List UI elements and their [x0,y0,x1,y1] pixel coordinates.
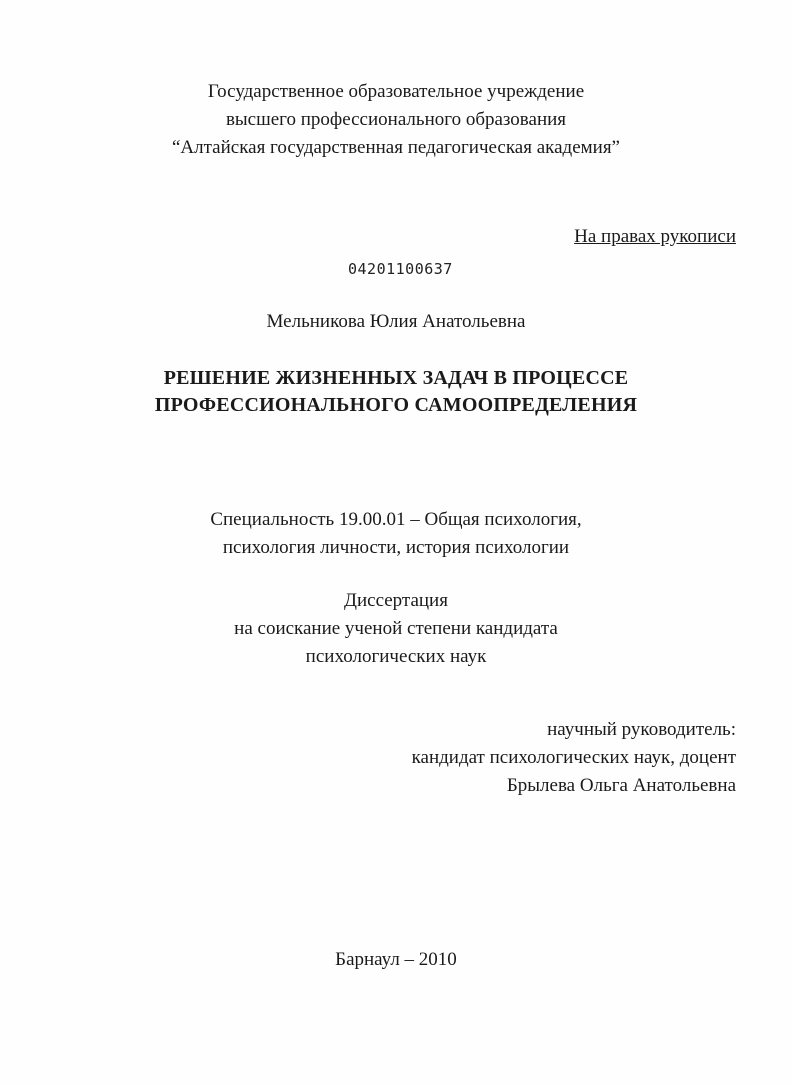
specialty-line-1: Специальность 19.00.01 – Общая психология, [210,509,582,530]
dissertation-line-2: на соискание ученой степени кандидата [234,618,558,639]
supervisor-name: Брылева Ольга Анатольевна [506,775,736,796]
dissertation-title [0,366,792,417]
institution-line-3: “Алтайская государственная педагогическая академия” [171,137,620,158]
supervisor-degree: кандидат психологических наук, доцент [411,747,736,768]
registration-number: 04201100637 [348,260,453,278]
author-name: Мельникова Юлия Анатольевна [266,311,526,332]
dissertation-line-3: психологических наук [305,646,487,667]
dissertation-line-1: Диссертация [344,590,448,611]
specialty-block [0,508,792,560]
dissertation-block [0,589,792,669]
institution-line-1: Государственное образовательное учреждение [207,81,585,102]
manuscript-note: На правах рукописи [574,226,736,247]
institution-line-2: высшего профессионального образования [225,109,567,130]
title-line-2: ПРОФЕССИОНАЛЬНОГО САМООПРЕДЕЛЕНИЯ [154,394,638,416]
title-line-1: РЕШЕНИЕ ЖИЗНЕННЫХ ЗАДАЧ В ПРОЦЕССЕ [163,367,629,389]
place-year: Барнаул – 2010 [335,949,457,970]
institution-header [0,80,792,160]
specialty-line-2: психология личности, история психологии [222,537,570,558]
supervisor-label: научный руководитель: [547,719,736,740]
